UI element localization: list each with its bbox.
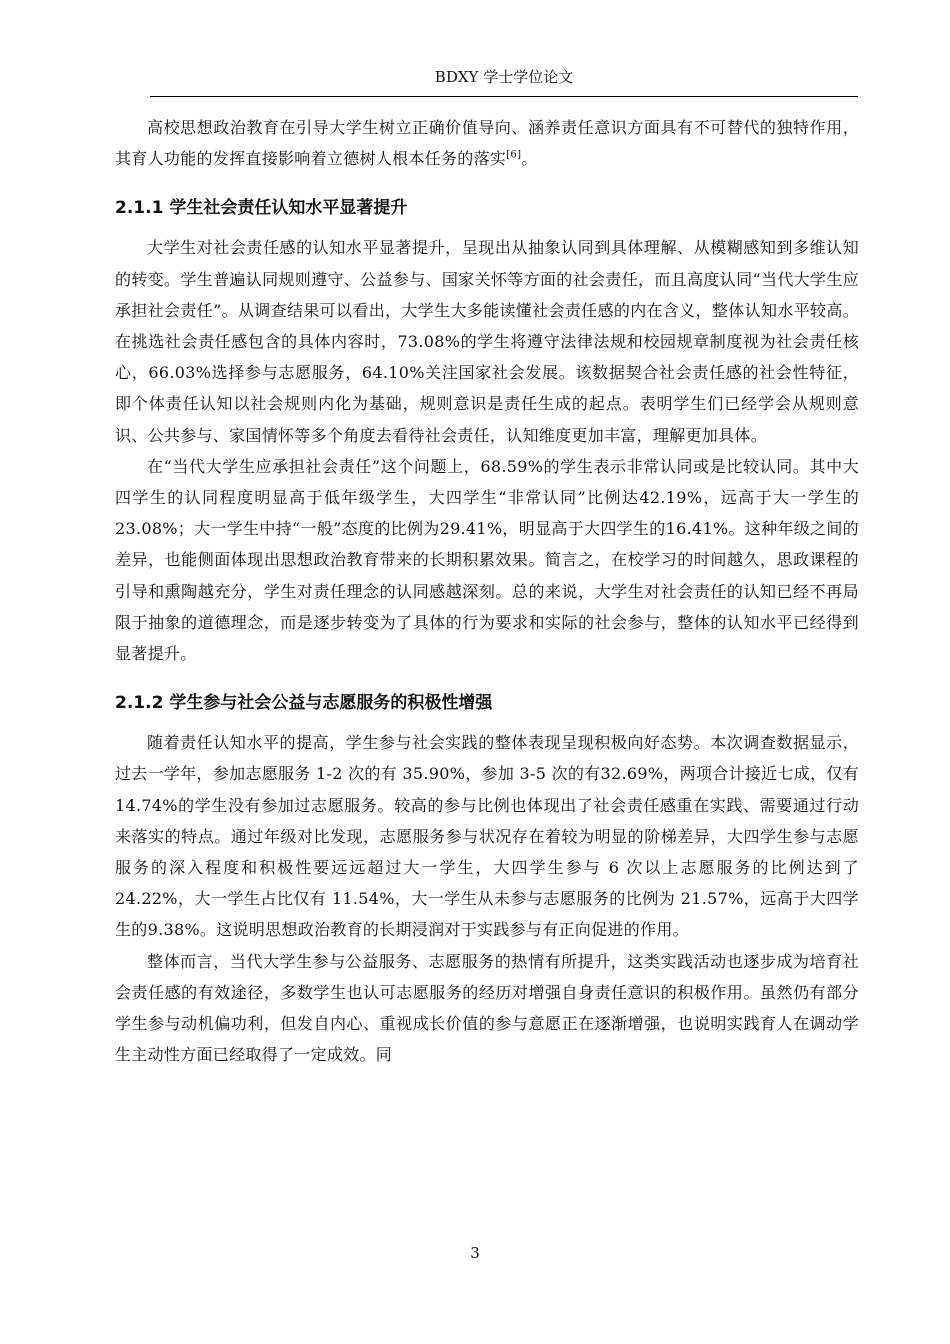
section-heading-2-1-1: 2.1.1 学生社会责任认知水平显著提升 <box>115 198 408 219</box>
intro-paragraph <box>115 112 859 174</box>
page-number: 3 <box>470 1244 480 1262</box>
header-rule <box>150 96 858 97</box>
intro-text: 高校思想政治教育在引导大学生树立正确价值导向、涵养责任意识方面具有不可替代的独特作用，其育人功能的发挥直接影响着立德树人根本任务的落实 <box>115 118 859 169</box>
paragraph-2-1-1-a: 大学生对社会责任感的认知水平显著提升，呈现出从抽象认同到具体理解、从模糊感知到多维认知的转变。学生普遍认同规则遵守、公益参与、国家关怀等方面的社会责任，而且高度认同“当代大学生应承担社会责任”。从调查结果可以看出，大学生大多能读懂社会责任感的内在含义，整体认知水平较高。在挑选社会责任感包含的具体内容时，73.08%的学生将遵守法律法规和校园规章制度视为社会责任核心，66.03%选择参与志愿服务，64.10%关注国家社会发展。该数据契合社会责任感的社会性特征，即个体责任认知以社会规则内化为基础，规则意识是责任生成的起点。表明学生们已经学会从规则意识、公共参与、家国情怀等多个角度去看待社会责任，认知维度更加丰富，理解更加具体。 <box>115 238 859 445</box>
running-header: BDXY 学士学位论文 <box>434 68 574 86</box>
section-heading-2-1-2: 2.1.2 学生参与社会公益与志愿服务的积极性增强 <box>115 693 493 714</box>
paragraph-2-1-1-b: 在“当代大学生应承担社会责任”这个问题上，68.59%的学生表示非常认同或是比较认同。其中大四学生的认同程度明显高于低年级学生，大四学生“非常认同”比例达42.19%，远高于大一学生的23.08%；大一学生中持“一般”态度的比例为29.41%，明显高于大四学生的16.41%。这种年级之间的差异，也能侧面体现出思想政治教育带来的长期积累效果。简言之，在校学习的时间越久，思政课程的引导和熏陶越充分，学生对责任理念的认同感越深刻。总的来说，大学生对社会责任的认知已经不再局限于抽象的道德理念，而是逐步转变为了具体的行为要求和实际的社会参与，整体的认知水平已经得到显著提升。 <box>115 456 859 664</box>
paragraph-2-1-2-b: 整体而言，当代大学生参与公益服务、志愿服务的热情有所提升，这类实践活动也逐步成为培育社会责任感的有效途径，多数学生也认可志愿服务的经历对增强自身责任意识的积极作用。虽然仍有部分学生参与动机偏功利，但发自内心、重视成长价值的参与意愿正在逐渐增强，也说明实践育人在调动学生主动性方面已经取得了一定成效。同 <box>115 951 859 1065</box>
intro-end: 。 <box>521 149 538 169</box>
page-body <box>115 112 859 1070</box>
citation-ref[interactable]: [6] <box>506 149 522 161</box>
paragraph-2-1-2-a: 随着责任认知水平的提高，学生参与社会实践的整体表现呈现积极向好态势。本次调查数据显示，过去一学年，参加志愿服务 1-2 次的有 35.90%，参加 3-5 次的有32.69%，两项合计接近七成，仅有 14.74%的学生没有参加过志愿服务。较高的参与比例也体现出了社会责任感重在实践、需要通过行动来落实的特点。通过年级对比发现，志愿服务参与状况存在着较为明显的阶梯差异，大四学生参与志愿服务的深入程度和积极性要远远超过大一学生，大四学生参与 6 次以上志愿服务的比例达到了 24.22%，大一学生占比仅有 11.54%，大一学生从未参与志愿服务的比例为 21.57%，远高于大四学生的9.38%。这说明思想政治教育的长期浸润对于实践参与有正向促进的作用。 <box>115 733 859 940</box>
